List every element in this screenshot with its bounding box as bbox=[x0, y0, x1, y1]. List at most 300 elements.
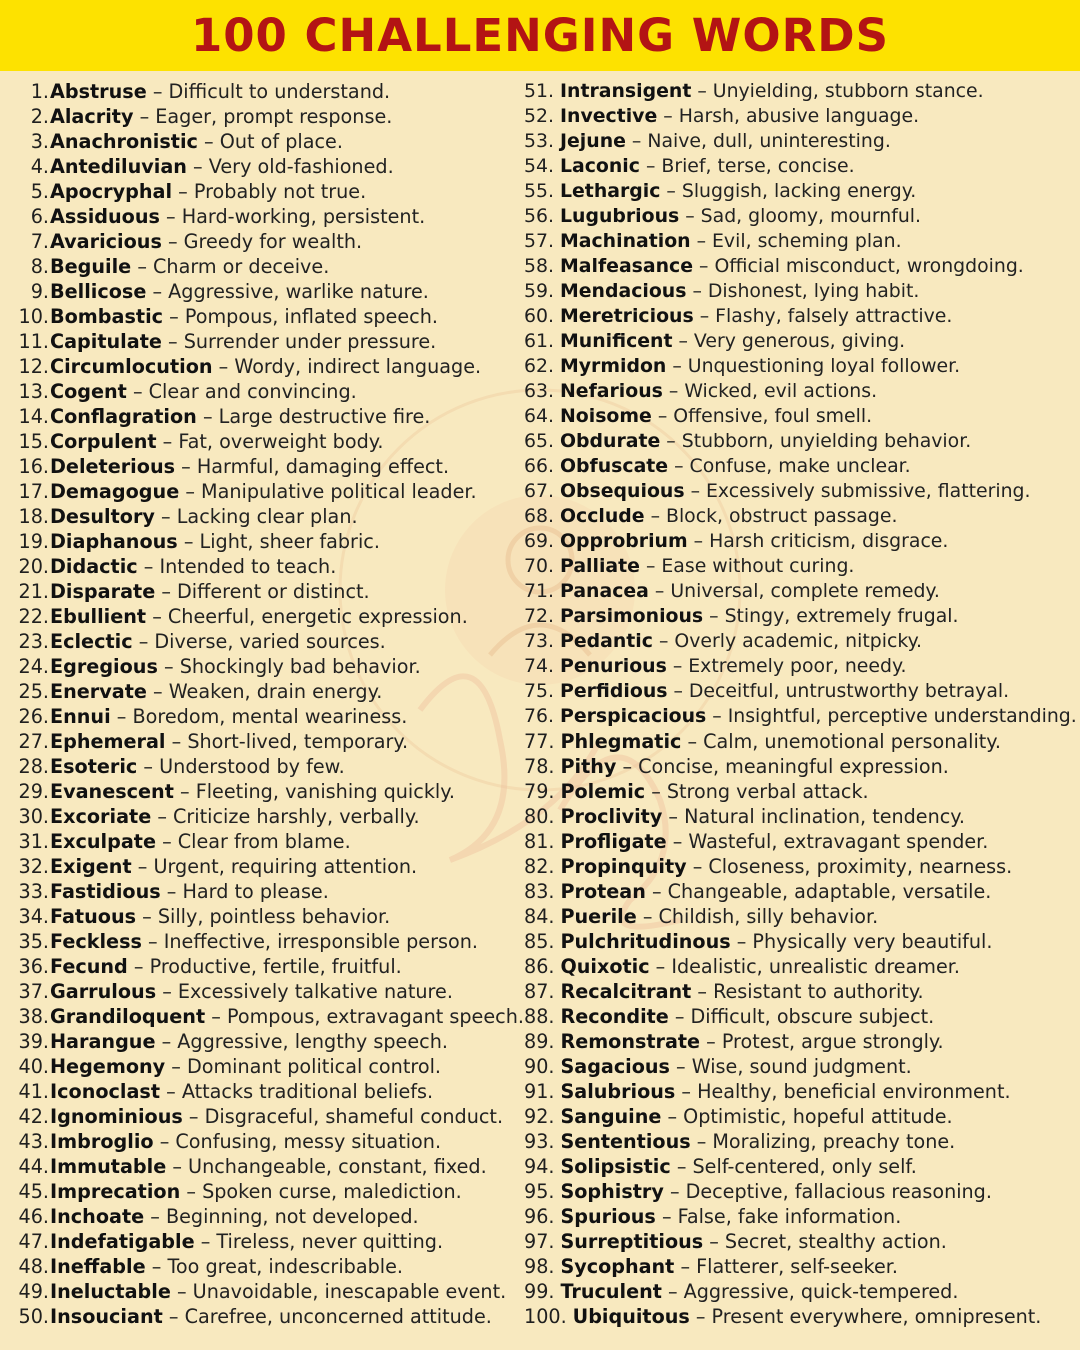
word-definition: – Naive, dull, uninteresting. bbox=[631, 130, 891, 152]
list-item bbox=[18, 854, 524, 879]
word-definition: – Healthy, beneficial environment. bbox=[681, 1080, 1011, 1103]
word-definition: – Boredom, mental weariness. bbox=[116, 705, 408, 728]
word-definition: – Weaken, drain energy. bbox=[153, 680, 383, 703]
list-item bbox=[524, 79, 1077, 104]
word-definition: – Self-centered, only self. bbox=[676, 1155, 917, 1178]
word-definition: – Changeable, adaptable, versatile. bbox=[651, 880, 992, 903]
list-item bbox=[18, 729, 524, 754]
item-number: 5. bbox=[30, 180, 49, 203]
list-item bbox=[524, 579, 1077, 604]
word-term: Fecund bbox=[50, 955, 128, 978]
item-number: 90. bbox=[524, 1055, 555, 1078]
word-definition: – Block, obstruct passage. bbox=[650, 505, 898, 527]
item-number: 20. bbox=[18, 555, 49, 578]
list-item bbox=[524, 604, 1077, 629]
list-item bbox=[18, 354, 524, 379]
word-term: Ubiquitous bbox=[572, 1305, 690, 1328]
word-definition: – Flashy, falsely attractive. bbox=[699, 305, 953, 327]
list-item bbox=[524, 1304, 1077, 1329]
word-definition: – Evil, scheming plan. bbox=[696, 230, 902, 252]
list-item bbox=[18, 954, 524, 979]
word-term: Bellicose bbox=[50, 280, 147, 303]
word-term: Insouciant bbox=[50, 1305, 163, 1328]
item-number: 89. bbox=[524, 1030, 555, 1053]
word-definition: – Manipulative political leader. bbox=[185, 480, 477, 503]
item-number: 35. bbox=[18, 930, 49, 953]
list-item bbox=[18, 779, 524, 804]
word-definition: – Concise, meaningful expression. bbox=[622, 755, 949, 778]
word-term: Inchoate bbox=[50, 1205, 145, 1228]
item-number: 47. bbox=[18, 1230, 49, 1253]
word-term: Eclectic bbox=[50, 630, 133, 653]
list-item bbox=[18, 504, 524, 529]
word-term: Fastidious bbox=[50, 880, 161, 903]
word-term: Diaphanous bbox=[50, 530, 178, 553]
word-definition: – Confusing, messy situation. bbox=[159, 1130, 442, 1153]
word-definition: – Natural inclination, tendency. bbox=[668, 805, 965, 828]
word-definition: – Moralizing, preachy tone. bbox=[696, 1130, 956, 1153]
word-definition: – Idealistic, unrealistic dreamer. bbox=[655, 955, 960, 978]
item-number: 69. bbox=[524, 530, 554, 552]
word-definition: – Wordy, indirect language. bbox=[218, 355, 482, 378]
list-item bbox=[18, 179, 524, 204]
word-term: Demagogue bbox=[50, 480, 180, 503]
word-term: Perspicacious bbox=[560, 705, 707, 727]
word-term: Pithy bbox=[560, 755, 617, 778]
word-term: Sophistry bbox=[560, 1180, 664, 1203]
list-item bbox=[18, 204, 524, 229]
word-term: Ephemeral bbox=[50, 730, 166, 753]
list-item bbox=[524, 879, 1077, 904]
word-definition: – Difficult to understand. bbox=[152, 80, 391, 103]
word-term: Fatuous bbox=[50, 905, 137, 928]
item-number: 49. bbox=[18, 1280, 49, 1303]
word-definition: – Childish, silly behavior. bbox=[642, 905, 879, 928]
list-item bbox=[524, 829, 1077, 854]
item-number: 48. bbox=[18, 1255, 49, 1278]
item-number: 17. bbox=[18, 480, 49, 503]
word-definition: – Physically very beautiful. bbox=[736, 930, 993, 953]
word-definition: – Criticize harshly, verbally. bbox=[157, 805, 420, 828]
word-term: Desultory bbox=[50, 505, 155, 528]
word-term: Phlegmatic bbox=[560, 730, 682, 753]
list-item bbox=[18, 1204, 524, 1229]
word-term: Pedantic bbox=[560, 630, 653, 652]
word-definition: – Short-lived, temporary. bbox=[171, 730, 409, 753]
list-item bbox=[524, 154, 1077, 179]
list-item bbox=[18, 1254, 524, 1279]
item-number: 19. bbox=[18, 530, 49, 553]
item-number: 80. bbox=[524, 805, 555, 828]
page-title: 100 CHALLENGING WORDS bbox=[190, 9, 890, 62]
word-term: Obdurate bbox=[560, 430, 661, 452]
list-item bbox=[524, 779, 1077, 804]
list-item bbox=[524, 1154, 1077, 1179]
word-term: Profligate bbox=[560, 830, 667, 853]
word-term: Garrulous bbox=[50, 980, 157, 1003]
word-term: Recalcitrant bbox=[560, 980, 692, 1003]
item-number: 94. bbox=[524, 1155, 555, 1178]
word-definition: – Stingy, extremely frugal. bbox=[709, 605, 959, 627]
list-item bbox=[524, 629, 1077, 654]
item-number: 9. bbox=[30, 280, 49, 303]
word-definition: – Ease without curing. bbox=[645, 555, 855, 577]
item-number: 51. bbox=[524, 80, 554, 102]
word-term: Exculpate bbox=[50, 830, 156, 853]
item-number: 27. bbox=[18, 730, 49, 753]
list-item bbox=[18, 1304, 524, 1329]
word-term: Imbroglio bbox=[50, 1130, 154, 1153]
word-term: Spurious bbox=[560, 1205, 656, 1228]
word-definition: – Difficult, obscure subject. bbox=[674, 1005, 935, 1028]
list-item bbox=[524, 1104, 1077, 1129]
list-item bbox=[18, 379, 524, 404]
word-term: Nefarious bbox=[560, 380, 663, 402]
word-term: Apocryphal bbox=[50, 180, 173, 203]
list-item bbox=[18, 554, 524, 579]
item-number: 56. bbox=[524, 205, 554, 227]
word-term: Excoriate bbox=[50, 805, 152, 828]
word-term: Antediluvian bbox=[50, 155, 187, 178]
item-number: 18. bbox=[18, 505, 49, 528]
list-item bbox=[18, 229, 524, 254]
word-term: Ignominious bbox=[50, 1105, 183, 1128]
list-item bbox=[18, 754, 524, 779]
list-item bbox=[18, 154, 524, 179]
item-number: 73. bbox=[524, 630, 554, 652]
item-number: 88. bbox=[524, 1005, 555, 1028]
word-definition: – Fat, overweight body. bbox=[162, 430, 384, 453]
word-definition: – Disgraceful, shameful conduct. bbox=[188, 1105, 504, 1128]
item-number: 11. bbox=[18, 330, 49, 353]
item-number: 81. bbox=[524, 830, 555, 853]
list-item bbox=[524, 354, 1077, 379]
word-term: Exigent bbox=[50, 855, 132, 878]
list-item bbox=[524, 1254, 1077, 1279]
word-definition: – Aggressive, lengthy speech. bbox=[161, 1030, 448, 1053]
word-term: Machination bbox=[560, 230, 691, 252]
word-term: Grandiloquent bbox=[50, 1005, 206, 1028]
list-item bbox=[18, 1179, 524, 1204]
list-item bbox=[18, 704, 524, 729]
item-number: 25. bbox=[18, 680, 49, 703]
item-number: 86. bbox=[524, 955, 555, 978]
word-term: Abstruse bbox=[50, 80, 147, 103]
list-item bbox=[524, 454, 1077, 479]
word-definition: – Calm, unemotional personality. bbox=[687, 730, 1001, 753]
word-definition: – Brief, terse, concise. bbox=[645, 155, 855, 177]
word-definition: – Deceitful, untrustworthy betrayal. bbox=[673, 680, 1010, 702]
list-item bbox=[524, 304, 1077, 329]
item-number: 70. bbox=[524, 555, 554, 577]
list-item bbox=[524, 1129, 1077, 1154]
word-term: Cogent bbox=[50, 380, 127, 403]
item-number: 53. bbox=[524, 130, 554, 152]
word-term: Evanescent bbox=[50, 780, 174, 803]
word-definition: – Hard-working, persistent. bbox=[166, 205, 426, 228]
word-definition: – Harsh criticism, disgrace. bbox=[693, 530, 949, 552]
item-number: 84. bbox=[524, 905, 555, 928]
item-number: 8. bbox=[30, 255, 49, 278]
item-number: 67. bbox=[524, 480, 554, 502]
word-definition: – Harsh, abusive language. bbox=[663, 105, 920, 127]
list-item bbox=[18, 1079, 524, 1104]
item-number: 39. bbox=[18, 1030, 49, 1053]
word-definition: – Out of place. bbox=[204, 130, 343, 153]
item-number: 34. bbox=[18, 905, 49, 928]
list-item bbox=[18, 604, 524, 629]
word-definition: – Too great, indescribable. bbox=[151, 1255, 404, 1278]
list-item bbox=[524, 379, 1077, 404]
list-item bbox=[524, 329, 1077, 354]
word-definition: – Closeness, proximity, nearness. bbox=[692, 855, 1013, 878]
item-number: 2. bbox=[30, 105, 49, 128]
word-term: Ennui bbox=[50, 705, 111, 728]
word-definition: – Pompous, inflated speech. bbox=[169, 305, 438, 328]
item-number: 15. bbox=[18, 430, 49, 453]
item-number: 55. bbox=[524, 180, 554, 202]
list-item bbox=[524, 1054, 1077, 1079]
word-definition: – Unyielding, stubborn stance. bbox=[697, 80, 984, 102]
word-definition: – Wasteful, extravagant spender. bbox=[672, 830, 989, 853]
word-term: Jejune bbox=[560, 130, 626, 152]
word-definition: – Eager, prompt response. bbox=[139, 105, 393, 128]
word-term: Proclivity bbox=[560, 805, 663, 828]
word-definition: – Cheerful, energetic expression. bbox=[152, 605, 468, 628]
word-term: Conflagration bbox=[50, 405, 197, 428]
list-item bbox=[524, 679, 1077, 704]
list-item bbox=[524, 729, 1077, 754]
list-item bbox=[524, 754, 1077, 779]
item-number: 93. bbox=[524, 1130, 555, 1153]
word-term: Opprobrium bbox=[560, 530, 688, 552]
word-definition: – Lacking clear plan. bbox=[161, 505, 358, 528]
word-definition: – Harmful, damaging effect. bbox=[181, 455, 450, 478]
word-term: Assiduous bbox=[50, 205, 160, 228]
list-item bbox=[524, 979, 1077, 1004]
word-term: Sycophant bbox=[560, 1255, 675, 1278]
item-number: 91. bbox=[524, 1080, 555, 1103]
word-term: Munificent bbox=[560, 330, 673, 352]
item-number: 26. bbox=[18, 705, 49, 728]
word-term: Protean bbox=[560, 880, 646, 903]
list-item bbox=[18, 329, 524, 354]
word-term: Quixotic bbox=[560, 955, 650, 978]
item-number: 46. bbox=[18, 1205, 49, 1228]
word-term: Truculent bbox=[560, 1280, 662, 1303]
item-number: 54. bbox=[524, 155, 554, 177]
list-item bbox=[524, 854, 1077, 879]
word-definition: – Ineffective, irresponsible person. bbox=[148, 930, 478, 953]
item-number: 30. bbox=[18, 805, 49, 828]
word-term: Perfidious bbox=[560, 680, 668, 702]
word-term: Recondite bbox=[560, 1005, 669, 1028]
list-item bbox=[18, 679, 524, 704]
item-number: 37. bbox=[18, 980, 49, 1003]
item-number: 7. bbox=[30, 230, 49, 253]
word-term: Solipsistic bbox=[560, 1155, 671, 1178]
list-item bbox=[18, 579, 524, 604]
list-item bbox=[524, 929, 1077, 954]
list-item bbox=[18, 254, 524, 279]
list-item bbox=[524, 179, 1077, 204]
word-definition: – Aggressive, quick-tempered. bbox=[667, 1280, 959, 1303]
item-number: 52. bbox=[524, 105, 554, 127]
item-number: 76. bbox=[524, 705, 554, 727]
word-definition: – Flatterer, self-seeker. bbox=[680, 1255, 898, 1278]
word-term: Deleterious bbox=[50, 455, 176, 478]
list-item bbox=[18, 1229, 524, 1254]
word-definition: – Very old-fashioned. bbox=[193, 155, 394, 178]
word-definition: – Large destructive fire. bbox=[202, 405, 431, 428]
word-definition: – Excessively talkative nature. bbox=[162, 980, 453, 1003]
item-number: 1. bbox=[30, 80, 49, 103]
word-definition: – Wicked, evil actions. bbox=[668, 380, 878, 402]
item-number: 64. bbox=[524, 405, 554, 427]
item-number: 82. bbox=[524, 855, 555, 878]
word-definition: – Intended to teach. bbox=[143, 555, 337, 578]
list-item bbox=[524, 504, 1077, 529]
word-term: Iconoclast bbox=[50, 1080, 161, 1103]
item-number: 63. bbox=[524, 380, 554, 402]
word-definition: – Sad, gloomy, mournful. bbox=[685, 205, 922, 227]
word-term: Ineluctable bbox=[50, 1280, 171, 1303]
list-item bbox=[18, 1004, 524, 1029]
item-number: 59. bbox=[524, 280, 554, 302]
word-term: Avaricious bbox=[50, 230, 162, 253]
list-item bbox=[18, 454, 524, 479]
word-term: Surreptitious bbox=[560, 1230, 704, 1253]
item-number: 77. bbox=[524, 730, 555, 753]
item-number: 4. bbox=[30, 155, 49, 178]
list-item bbox=[18, 279, 524, 304]
list-item bbox=[524, 954, 1077, 979]
word-term: Enervate bbox=[50, 680, 147, 703]
list-item bbox=[18, 129, 524, 154]
item-number: 44. bbox=[18, 1155, 49, 1178]
word-term: Puerile bbox=[560, 905, 637, 928]
word-term: Ebullient bbox=[50, 605, 147, 628]
word-term: Laconic bbox=[560, 155, 640, 177]
word-term: Parsimonious bbox=[560, 605, 704, 627]
word-term: Pulchritudinous bbox=[560, 930, 731, 953]
list-item bbox=[524, 904, 1077, 929]
word-term: Invective bbox=[560, 105, 658, 127]
word-definition: – Charm or deceive. bbox=[137, 255, 330, 278]
word-definition: – Present everywhere, omnipresent. bbox=[695, 1305, 1042, 1328]
list-item bbox=[18, 1129, 524, 1154]
item-number: 57. bbox=[524, 230, 554, 252]
word-term: Occlude bbox=[560, 505, 645, 527]
word-term: Capitulate bbox=[50, 330, 162, 353]
list-item bbox=[524, 404, 1077, 429]
list-item bbox=[18, 479, 524, 504]
word-definition: – Dishonest, lying habit. bbox=[692, 280, 920, 302]
word-definition: – Resistant to authority. bbox=[697, 980, 924, 1003]
list-item bbox=[18, 104, 524, 129]
word-term: Mendacious bbox=[560, 280, 687, 302]
word-term: Meretricious bbox=[560, 305, 694, 327]
list-item bbox=[18, 829, 524, 854]
list-item bbox=[18, 979, 524, 1004]
word-definition: – Beginning, not developed. bbox=[150, 1205, 419, 1228]
list-item bbox=[18, 1029, 524, 1054]
word-term: Hegemony bbox=[50, 1055, 166, 1078]
item-number: 22. bbox=[18, 605, 49, 628]
word-definition: – Optimistic, hopeful attitude. bbox=[667, 1105, 953, 1128]
word-term: Palliate bbox=[560, 555, 640, 577]
word-term: Obsequious bbox=[560, 480, 685, 502]
word-term: Didactic bbox=[50, 555, 138, 578]
word-definition: – Unchangeable, constant, fixed. bbox=[172, 1155, 487, 1178]
item-number: 96. bbox=[524, 1205, 555, 1228]
word-definition: – Insightful, perceptive understanding. bbox=[712, 705, 1077, 727]
item-number: 41. bbox=[18, 1080, 49, 1103]
word-definition: – Surrender under pressure. bbox=[168, 330, 437, 353]
item-number: 100. bbox=[524, 1305, 567, 1328]
word-term: Propinquity bbox=[560, 855, 687, 878]
word-term: Imprecation bbox=[50, 1180, 181, 1203]
list-item bbox=[18, 1154, 524, 1179]
word-definition: – Confuse, make unclear. bbox=[674, 455, 911, 477]
word-definition: – False, fake information. bbox=[661, 1205, 902, 1228]
list-item bbox=[18, 804, 524, 829]
word-term: Sententious bbox=[560, 1130, 691, 1153]
list-item bbox=[18, 1279, 524, 1304]
item-number: 85. bbox=[524, 930, 555, 953]
list-item bbox=[524, 229, 1077, 254]
word-term: Indefatigable bbox=[50, 1230, 195, 1253]
word-term: Polemic bbox=[560, 780, 646, 803]
list-item bbox=[524, 704, 1077, 729]
list-item bbox=[18, 529, 524, 554]
word-list-left bbox=[18, 79, 524, 1329]
item-number: 12. bbox=[18, 355, 49, 378]
word-term: Penurious bbox=[560, 655, 667, 677]
item-number: 16. bbox=[18, 455, 49, 478]
word-term: Myrmidon bbox=[560, 355, 667, 377]
word-definition: – Shockingly bad behavior. bbox=[164, 655, 421, 678]
list-item bbox=[18, 304, 524, 329]
word-definition: – Tireless, never quitting. bbox=[200, 1230, 444, 1253]
word-term: Remonstrate bbox=[560, 1030, 701, 1053]
word-definition: – Greedy for wealth. bbox=[167, 230, 363, 253]
word-term: Esoteric bbox=[50, 755, 138, 778]
list-item bbox=[524, 804, 1077, 829]
word-term: Lethargic bbox=[560, 180, 661, 202]
item-number: 66. bbox=[524, 455, 554, 477]
item-number: 99. bbox=[524, 1280, 555, 1303]
list-item bbox=[524, 1079, 1077, 1104]
word-definition: – Secret, stealthy action. bbox=[709, 1230, 947, 1253]
word-definition: – Unavoidable, inescapable event. bbox=[176, 1280, 507, 1303]
word-definition: – Silly, pointless behavior. bbox=[142, 905, 391, 928]
word-definition: – Excessively submissive, flattering. bbox=[690, 480, 1031, 502]
word-definition: – Productive, fertile, fruitful. bbox=[133, 955, 402, 978]
list-item bbox=[18, 929, 524, 954]
word-term: Corpulent bbox=[50, 430, 157, 453]
item-number: 58. bbox=[524, 255, 554, 277]
word-definition: – Extremely poor, needy. bbox=[672, 655, 907, 677]
item-number: 71. bbox=[524, 580, 554, 602]
word-term: Feckless bbox=[50, 930, 142, 953]
list-item bbox=[524, 254, 1077, 279]
item-number: 3. bbox=[30, 130, 49, 153]
word-definition: – Stubborn, unyielding behavior. bbox=[666, 430, 972, 452]
list-item bbox=[524, 1179, 1077, 1204]
list-item bbox=[524, 1029, 1077, 1054]
word-definition: – Understood by few. bbox=[143, 755, 345, 778]
